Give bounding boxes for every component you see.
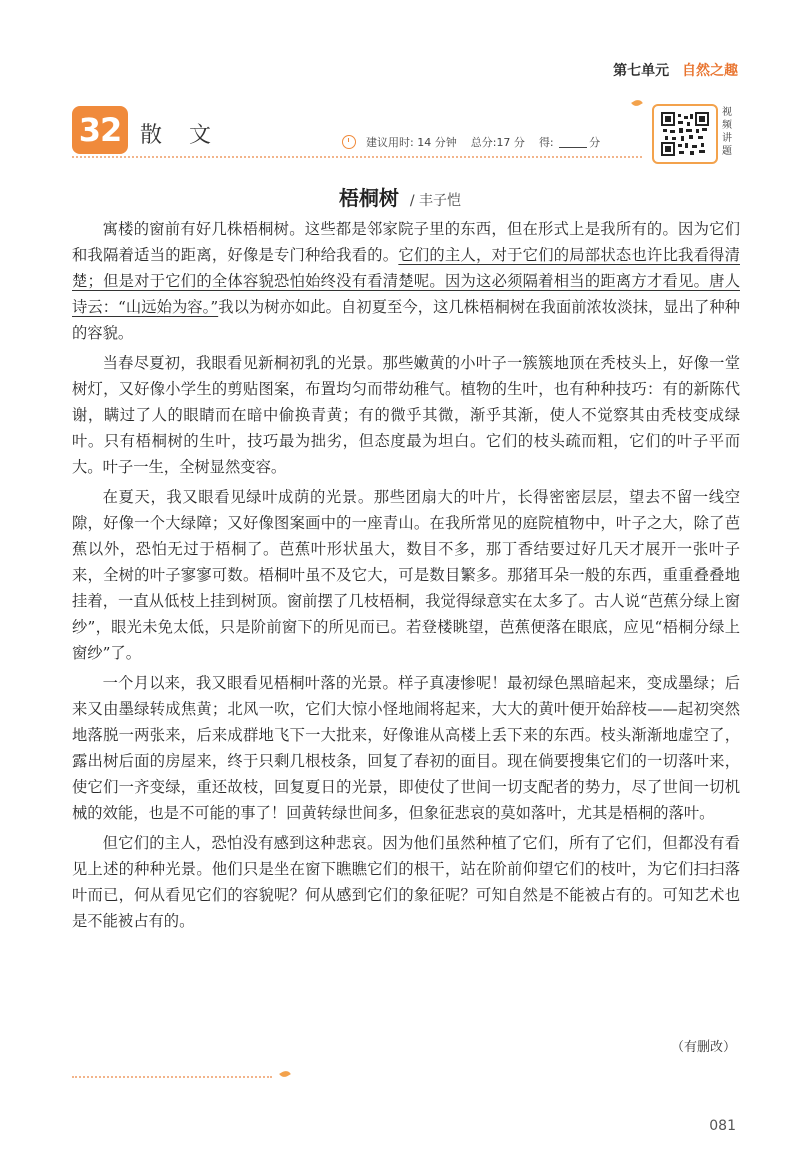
leaf-icon	[279, 1069, 291, 1079]
section-label: 散 文	[140, 123, 221, 148]
title-divider	[72, 156, 642, 158]
unit-name: 自然之趣	[682, 63, 738, 79]
abridged-note: （有删改）	[670, 1040, 736, 1055]
paragraph	[72, 216, 740, 346]
paragraph: 当春尽夏初，我眼看见新桐初乳的光景。那些嫩黄的小叶子一簇簇地顶在秃枝头上，好像一堂树灯，又好像小学生的剪贴图案，布置均匀而带幼稚气。植物的生叶，也有种种技巧：有的新陈代谢，瞒过了人的眼睛而在暗中偷换青黄；有的微乎其微，渐乎其渐，使人不觉察其由秃枝变成绿叶。只有梧桐树的生叶，技巧最为拙劣，但态度最为坦白。它们的枝头疏而粗，它们的叶子平而大。叶子一生，全树显然变容。	[72, 354, 740, 476]
unit-header	[613, 60, 738, 80]
article-author: / 丰子恺	[409, 193, 462, 209]
article-body	[72, 216, 740, 938]
unit-label: 第七单元	[613, 63, 670, 79]
article-title-text: 梧桐树	[338, 186, 399, 210]
page-number: 081	[709, 1118, 736, 1134]
score-label: 得:	[538, 136, 554, 149]
bottom-divider	[72, 1076, 272, 1078]
score-unit: 分	[589, 136, 601, 149]
article-title	[0, 182, 800, 211]
clock-icon	[342, 135, 356, 149]
lesson-meta	[342, 134, 600, 150]
lesson-number-badge: 32	[72, 106, 128, 154]
qr-code[interactable]	[652, 104, 718, 164]
paragraph: 在夏天，我又眼看见绿叶成荫的光景。那些团扇大的叶片，长得密密层层，望去不留一线空隙，好像一个大绿障；又好像图案画中的一座青山。在我所常见的庭院植物中，叶子之大，除了芭蕉以外，恐怕无过于梧桐了。芭蕉叶形状虽大，数目不多，那丁香结要过好几天才展开一张叶子来，全树的叶子寥寥可数。梧桐叶虽不及它大，可是数目繁多。那猪耳朵一般的东西，重重叠叠地挂着，一直从低枝上挂到树顶。窗前摆了几枝梧桐，我觉得绿意实在太多了。古人说“芭蕉分绿上窗纱”，眼光未免太低，只是阶前窗下的所见而已。若登楼眺望，芭蕉便落在眼底，应见“梧桐分绿上窗纱”了。	[72, 488, 740, 662]
total-value: 17 分	[496, 136, 525, 149]
lesson-title-bar	[72, 100, 712, 160]
qr-code-icon	[661, 112, 709, 156]
paragraph-text: 我以为树亦如此。自初夏至今，这几株梧桐树在我面前浓妆淡抹，显出了种种的容貌。	[72, 298, 740, 342]
paragraph: 但它们的主人，恐怕没有感到这种悲哀。因为他们虽然种植了它们，所有了它们，但都没有看见上述的种种光景。他们只是坐在窗下瞧瞧它们的根干，站在阶前仰望它们的枝叶，为它们扫扫落叶而已，何从看见它们的容貌呢？何从感到它们的象征呢？可知自然是不能被占有的。可知艺术也是不能被占有的。	[72, 834, 740, 930]
total-label: 总分:	[470, 136, 497, 149]
time-value: 14 分钟	[417, 136, 457, 149]
time-label: 建议用时:	[366, 136, 414, 149]
paragraph: 一个月以来，我又眼看见梧桐叶落的光景。样子真凄惨呢！最初绿色黑暗起来，变成墨绿；后来又由墨绿转成焦黄；北风一吹，它们大惊小怪地闹将起来，大大的黄叶便开始辞枝——起初突然地落脱一两张来，后来成群地飞下一大批来，好像谁从高楼上丢下来的东西。枝头渐渐地虚空了，露出树后面的房屋来，终于只剩几根枝条，回复了春初的面目。现在倘要搜集它们的一切落叶来，使它们一齐变绿，重还故枝，回复夏日的光景，即使仗了世间一切支配者的势力，尽了世间一切机械的效能，也是不可能的事了！回黄转绿世间多，但象征悲哀的莫如落叶，尤其是梧桐的落叶。	[72, 674, 740, 822]
paragraph-text: 寓楼的窗前有好几株梧桐树。这些都是邻家院子里的东西，但在形式上是我所有的。因为它们和我隔着适当的距离，好像是专门种给我看的。	[72, 220, 740, 264]
score-blank[interactable]	[559, 137, 587, 148]
video-explain-label: 视频讲题	[722, 107, 732, 157]
underlined-sentence: 它们的主人，对于它们的局部状态也许比我看得清楚；但是对于它们的全体容貌恐怕始终没有看清楚呢。因为这必须隔着相当的距离方才看见。唐人诗云：“山远始为容。”	[72, 246, 740, 316]
